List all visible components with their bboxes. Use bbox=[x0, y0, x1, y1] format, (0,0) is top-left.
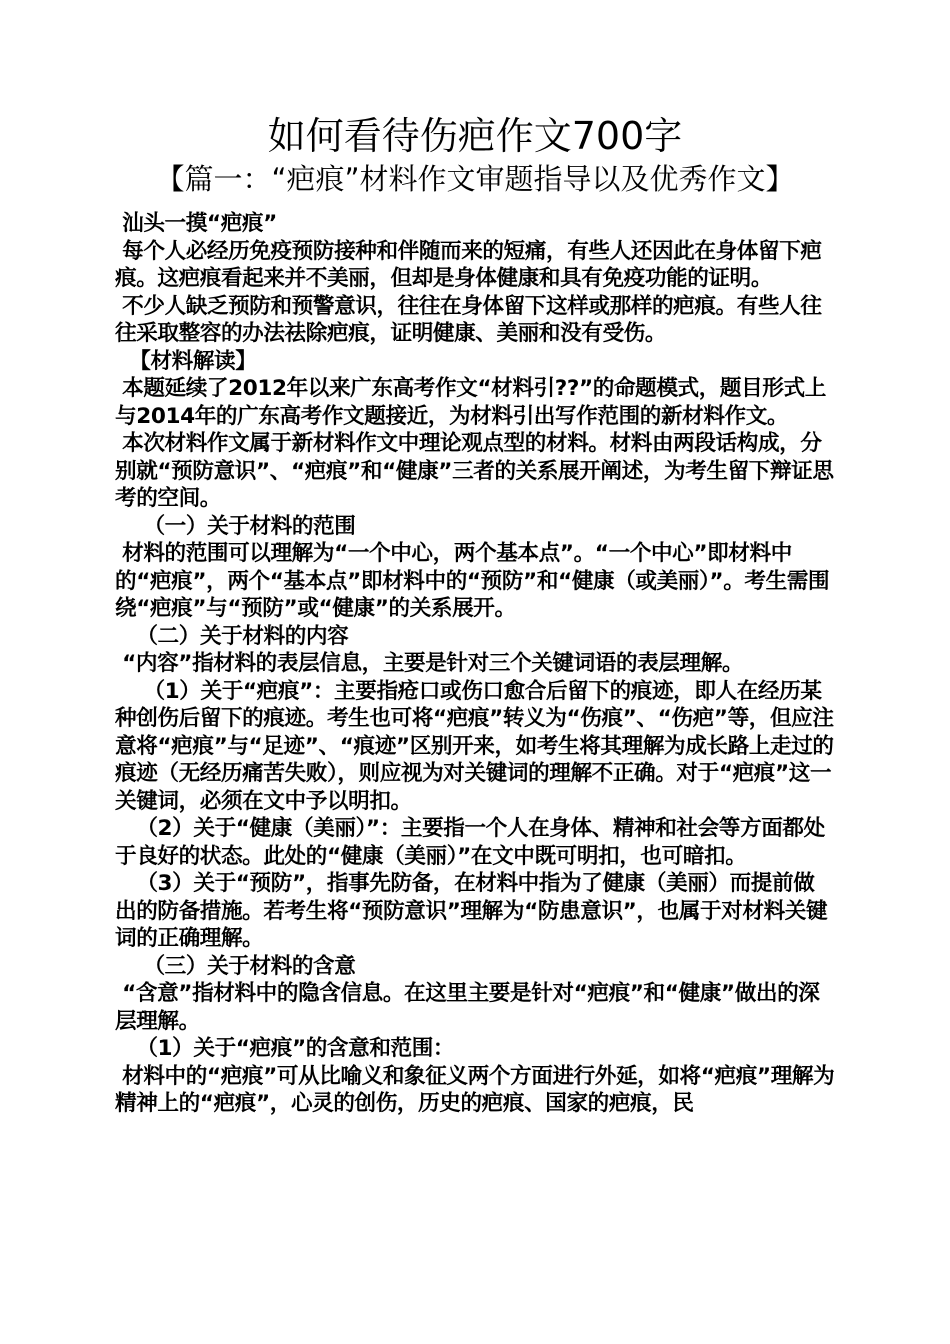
section-heading: 汕头一摸“疤痕” bbox=[115, 211, 277, 236]
paragraph: （3）关于“预防”，指事先防备，在材料中指为了健康（美丽）而提前做出的防备措施。若考生将“预防意识”理解为“防患意识”，也属于对材料关键词的正确理解。 bbox=[115, 871, 828, 951]
paragraph: “含意”指材料中的隐含信息。在这里主要是针对“疤痕”和“健康”做出的深层理解。 bbox=[115, 981, 820, 1034]
paragraph: 本次材料作文属于新材料作文中理论观点型的材料。材料由两段话构成，分别就“预防意识”、“疤痕”和“健康”三者的关系展开阐述，为考生留下辩证思考的空间。 bbox=[115, 431, 834, 511]
paragraph: （2）关于“健康（美丽）”：主要指一个人在身体、精神和社会等方面都处于良好的状态。此处的“健康（美丽）”在文中既可明扣，也可暗扣。 bbox=[115, 816, 825, 869]
section-heading: （二）关于材料的内容 bbox=[115, 623, 349, 649]
paragraph: “内容”指材料的表层信息，主要是针对三个关键词语的表层理解。 bbox=[115, 651, 744, 676]
paragraph: 每个人必经历免疫预防接种和伴随而来的短痛，有些人还因此在身体留下疤痕。这疤痕看起来并不美丽，但却是身体健康和具有免疫功能的证明。 bbox=[115, 238, 822, 291]
section-heading: 【材料解读】 bbox=[115, 348, 257, 374]
section-heading: （一）关于材料的范围 bbox=[115, 513, 356, 539]
paragraph: 不少人缺乏预防和预警意识，往往在身体留下这样或那样的疤痕。有些人往往采取整容的办法祛除疤痕，证明健康、美丽和没有受伤。 bbox=[115, 293, 822, 346]
document-subtitle: 【篇一：“疤痕”材料作文审题指导以及优秀作文】 bbox=[155, 162, 795, 196]
section-heading: （三）关于材料的含意 bbox=[115, 953, 356, 979]
document-body bbox=[115, 210, 835, 1118]
paragraph: 本题延续了2012年以来广东高考作文“材料引??”的命题模式，题目形式上与2014年的广东高考作文题接近，为材料引出写作范围的新材料作文。 bbox=[115, 376, 826, 429]
paragraph: 材料中的“疤痕”可从比喻义和象征义两个方面进行外延，如将“疤痕”理解为精神上的“疤痕”，心灵的创伤，历史的疤痕、国家的疤痕，民 bbox=[115, 1063, 835, 1116]
paragraph: （1）关于“疤痕”的含意和范围： bbox=[115, 1036, 455, 1061]
paragraph: 材料的范围可以理解为“一个中心，两个基本点”。“一个中心”即材料中的“疤痕”，两个“基本点”即材料中的“预防”和“健康（或美丽）”。考生需围绕“疤痕”与“预防”或“健康”的关系展开。 bbox=[115, 541, 830, 621]
document-title: 如何看待伤疤作文700字 bbox=[267, 114, 683, 158]
paragraph: （1）关于“疤痕”：主要指疮口或伤口愈合后留下的痕迹，即人在经历某种创伤后留下的痕迹。考生也可将“疤痕”转义为“伤痕”、“伤疤”等，但应注意将“疤痕”与“足迹”、“痕迹”区别开来，如考生将其理解为成长路上走过的痕迹（无经历痛苦失败），则应视为对关键词的理解不正确。对于“疤痕”这一关键词，必须在文中予以明扣。 bbox=[115, 678, 834, 814]
